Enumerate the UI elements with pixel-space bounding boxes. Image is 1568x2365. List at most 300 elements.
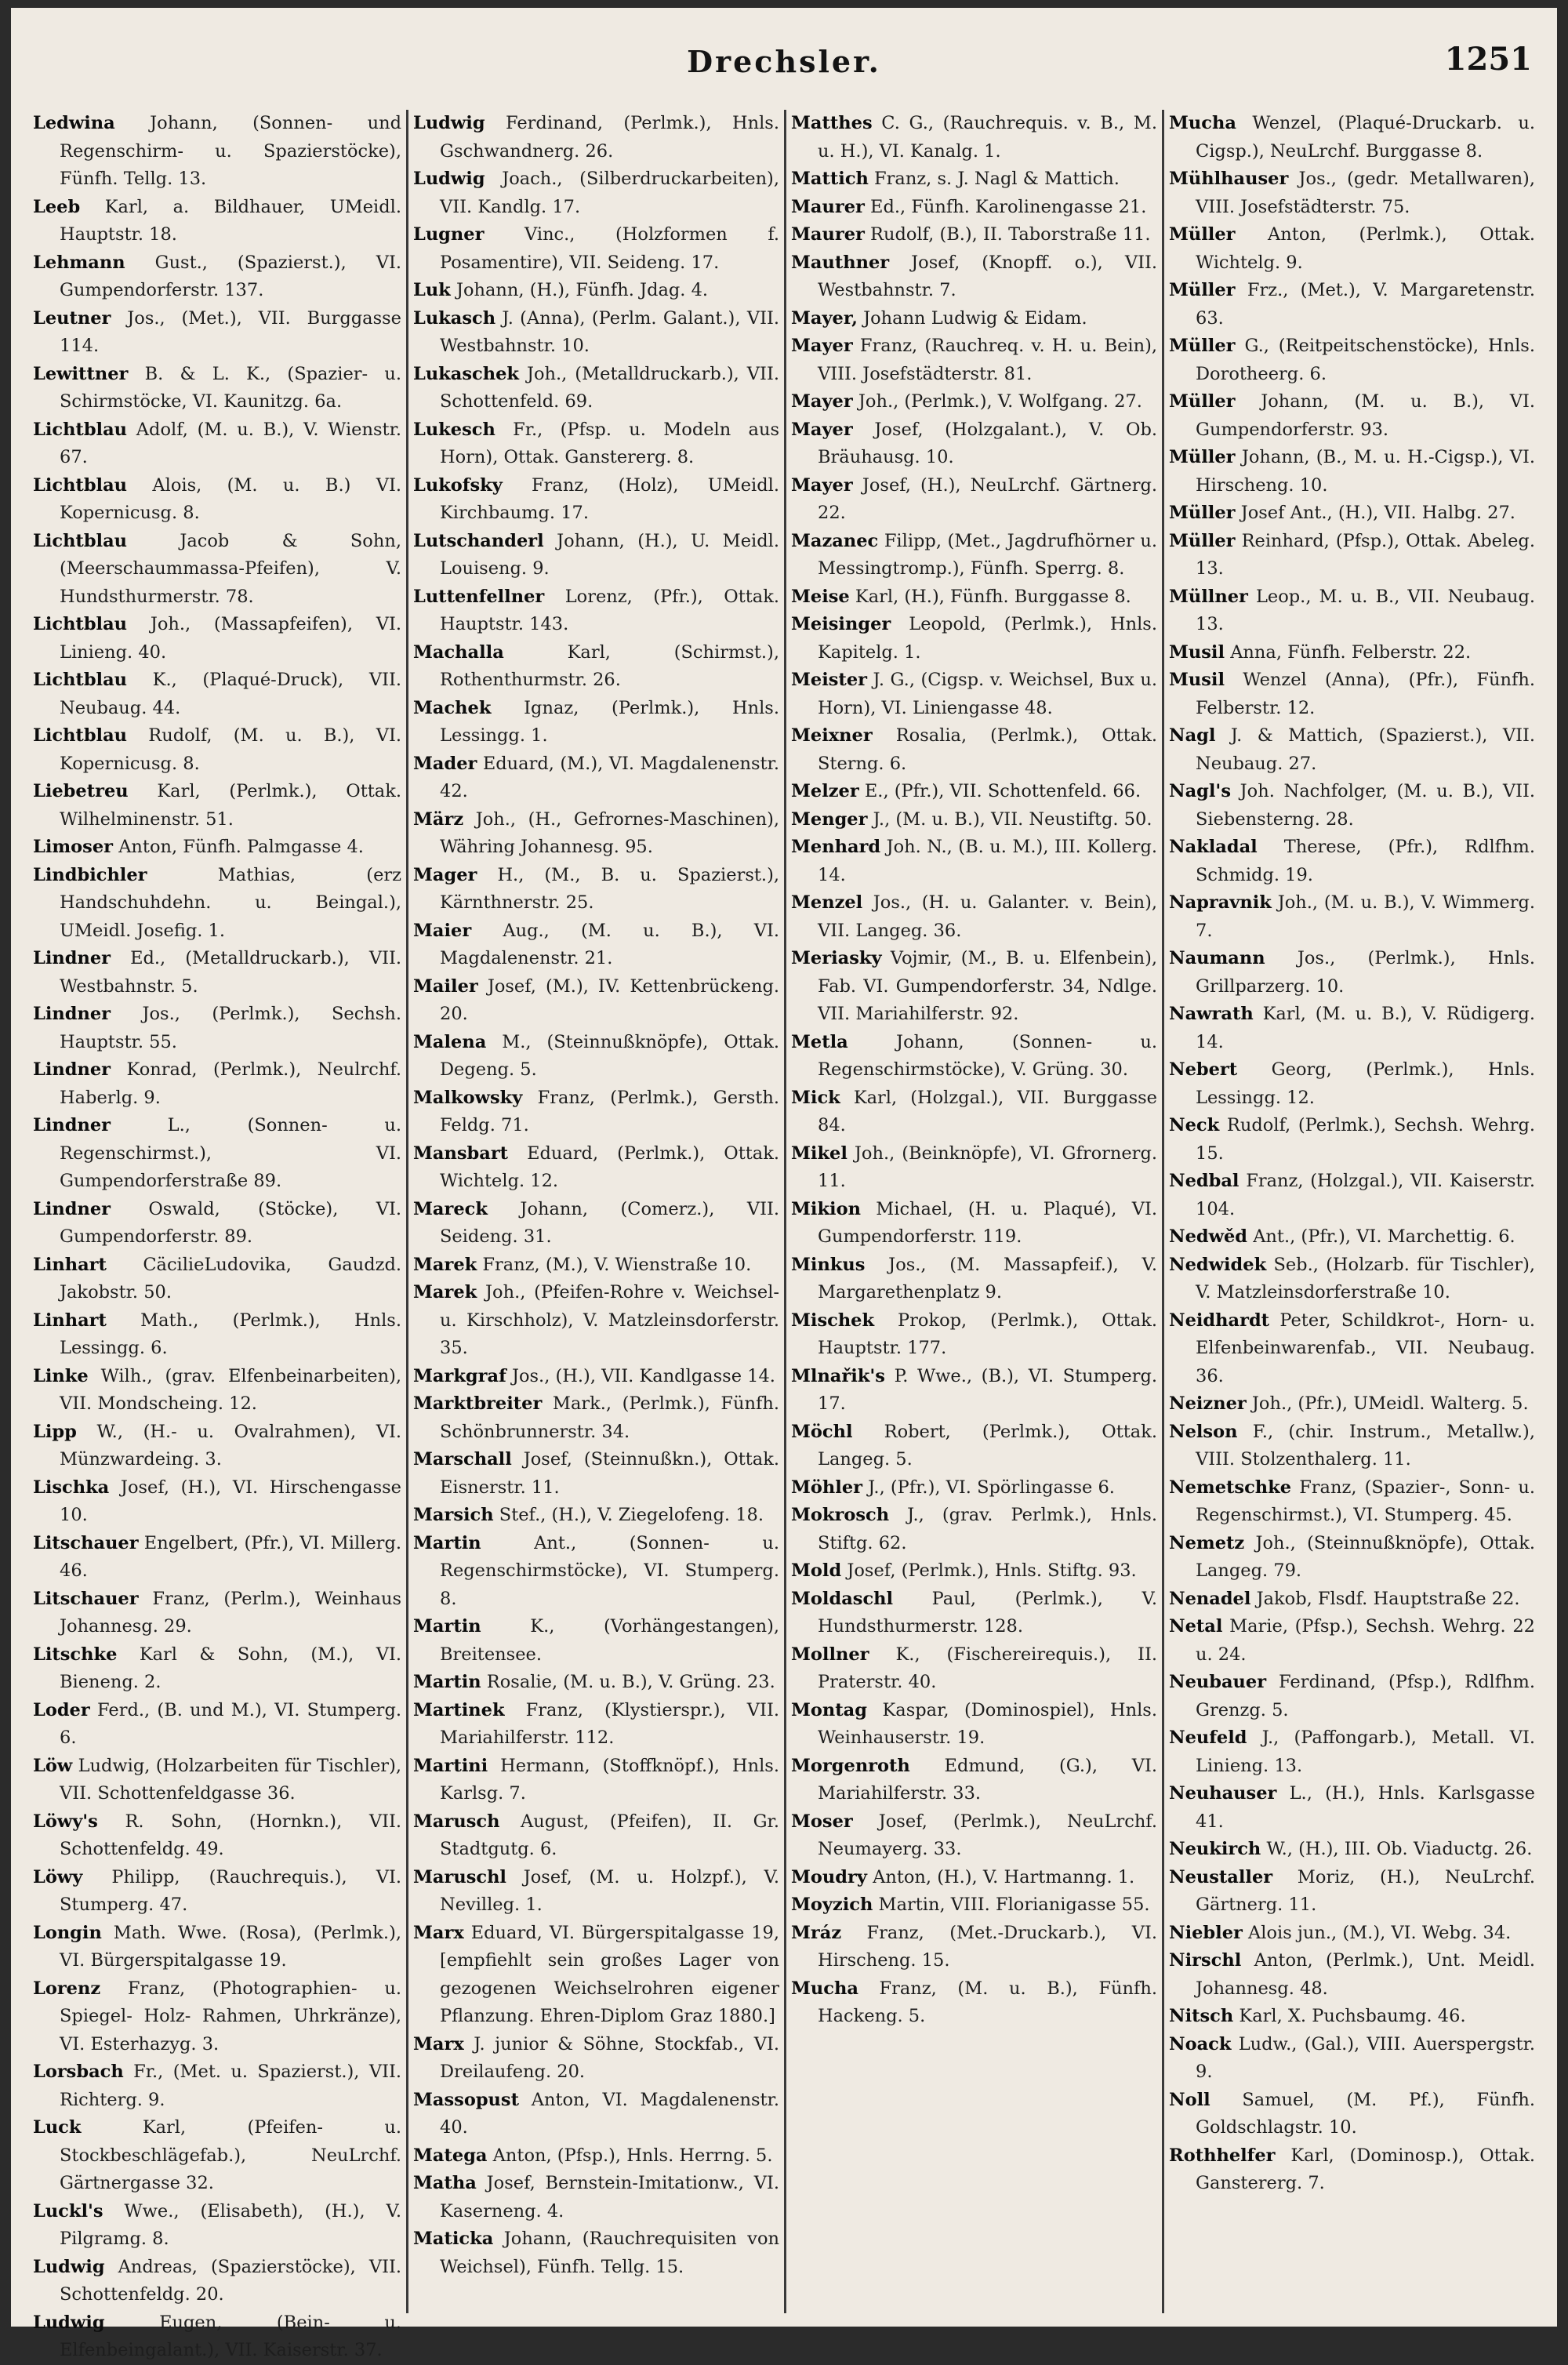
entry-details: Andreas, (Spazierstöcke), VII. Schottenfeldg. 20. [60,2256,401,2305]
entry-name: Marek [413,1254,477,1275]
directory-entry [791,1502,1157,1557]
directory-entry [791,388,1157,416]
directory-entry [791,1307,1157,1363]
entry-name: Mader [413,753,477,774]
entry-details: B. & L. K., (Spazier- u. Schirmstöcke, VI. Kaunitzg. 6a. [60,363,402,412]
entry-name: Napravnik [1169,892,1272,913]
directory-entry [791,611,1157,667]
entry-name: Leutner [33,307,111,329]
directory-entry [1169,834,1535,889]
directory-entry [1169,1864,1535,1920]
entry-details: M., (Steinnußknöpfe), Ottak. Degeng. 5. [440,1031,780,1080]
entry-details: Johann, (Rauchrequisiten von Weichsel), Fünfh. Tellg. 15. [440,2229,779,2277]
entry-name: Matha [413,2173,477,2193]
entry-name: Lichtblau [33,419,128,440]
directory-entry [1169,1613,1535,1669]
entry-details: J., (grav. Perlmk.), Hnls. Stiftg. 62. [818,1505,1157,1553]
directory-entry [33,1112,401,1196]
entry-name: Martin [413,1532,481,1553]
directory-entry [413,2225,779,2281]
entry-name: Marschall [413,1449,512,1469]
entry-details: L., (H.), Hnls. Karlsgasse 41. [1196,1783,1535,1832]
entry-name: Luttenfellner [413,586,545,607]
directory-entry [33,1196,401,1252]
entry-details: Jos., (Perlmk.), Hnls. Grillparzerg. 10. [1196,948,1535,997]
entry-name: Mayer [791,336,853,356]
directory-entry [1169,722,1535,778]
entry-details: Ignaz, (Perlmk.), Hnls. Lessingg. 1. [440,697,779,746]
entry-name: Ludwig [413,113,485,133]
entry-name: Lukesch [413,419,495,440]
entry-name: Marusch [413,1811,500,1832]
directory-entry [413,1279,779,1363]
directory-entry [33,528,401,612]
directory-entry [791,1864,1157,1892]
directory-entry [1169,639,1535,667]
entry-name: Litschauer [33,1588,139,1609]
entry-name: Nagl [1169,725,1216,746]
entry-details: Jakob, Flsdf. Hauptstraße 22. [1256,1588,1520,1609]
entry-name: Massopust [413,2089,519,2110]
entry-details: Franz, (Rauchreq. v. H. u. Bein), VIII. Josefstädterstr. 81. [818,336,1158,384]
entry-details: Marie, (Pfsp.), Sechsh. Wehrg. 22 u. 24. [1196,1616,1536,1665]
directory-entry [413,2087,779,2142]
entry-name: Mansbart [413,1143,509,1164]
entry-details: Joh., (M. u. B.), V. Wimmerg. 7. [1196,892,1535,941]
entry-details: J., (Paffongarb.), Metall. VI. Linieng. 13. [1196,1727,1535,1776]
entry-details: Fr., (Pfsp. u. Modeln aus Horn), Ottak. Ganstererg. 8. [440,419,779,467]
entry-name: Menzel [791,892,863,913]
entry-name: Mold [791,1560,842,1581]
directory-entry [791,249,1157,305]
directory-entry [791,194,1157,222]
entry-details: Eduard, (M.), VI. Magdalenenstr. 42. [440,753,779,801]
column-3 [784,110,1162,2313]
entry-details: Rudolf, (B.), II. Taborstraße 11. [870,224,1151,245]
entry-details: Wwe., (Elisabeth), (H.), V. Pilgramg. 8. [60,2200,401,2249]
entry-details: Ludwig, (Holzarbeiten für Tischler), VII. Schottenfeldgasse 36. [60,1755,401,1804]
entry-details: Seb., (Holzarb. für Tischler), V. Matzleinsdorferstraße 10. [1196,1254,1535,1302]
entry-details: K., (Plaqué-Druck), VII. Neubaug. 44. [60,670,401,718]
entry-details: Johann, (Sonnen- u. Regenschirmstöcke), V. Grüng. 30. [818,1031,1157,1080]
directory-entry [33,1920,401,1975]
entry-name: Nirschl [1169,1950,1242,1971]
column-2 [406,110,784,2313]
directory-entry [791,1975,1157,2031]
entry-details: Johann, (Comerz.), VII. Seideng. 31. [440,1198,779,1247]
entry-name: Lindner [33,1115,111,1135]
entry-details: Johann Ludwig & Eidam. [863,307,1087,329]
directory-entry [413,2170,779,2225]
directory-entry [1169,444,1535,500]
entry-details: Johann, (M. u. B.), VI. Gumpendorferstr. 93. [1196,391,1535,440]
directory-entry [1169,1724,1535,1780]
directory-entry [33,945,401,1001]
entry-name: Neubauer [1169,1672,1267,1692]
directory-entry [791,583,1157,612]
entry-name: Möhler [791,1477,862,1498]
directory-entry [413,277,779,305]
directory-entry [413,165,779,221]
directory-entry [791,1557,1157,1586]
entry-name: Müller [1169,391,1236,412]
directory-entry [33,1307,401,1363]
entry-name: Morgenroth [791,1755,910,1776]
directory-entry [33,1419,401,1474]
entry-name: Meister [791,670,867,690]
directory-entry [791,1363,1157,1419]
entry-details: Prokop, (Perlmk.), Ottak. Hauptstr. 177. [818,1310,1158,1358]
directory-entry [1169,1920,1535,1948]
directory-entry [33,2309,401,2365]
entry-name: Marx [413,1922,464,1943]
directory-entry [33,1530,401,1586]
entry-name: Niebler [1169,1922,1243,1943]
entry-details: Joh., (Perlmk.), V. Wolfgang. 27. [858,391,1142,412]
directory-entry [791,1641,1157,1697]
directory-entry [791,1252,1157,1307]
directory-entry [33,611,401,667]
entry-details: Ant., (Pfr.), VI. Marchettig. 6. [1253,1226,1515,1247]
page-header [28,28,1540,110]
entry-name: Mazanec [791,530,879,551]
entry-details: Anton, (Pfsp.), Hnls. Herrng. 5. [492,2145,773,2166]
entry-details: Aug., (M. u. B.), VI. Magdalenenstr. 21. [440,920,779,968]
entry-name: Maier [413,920,472,941]
entry-details: Moriz, (H.), NeuLrchf. Gärtnerg. 11. [1196,1866,1535,1915]
directory-entry [413,1252,779,1280]
directory-entry [791,165,1157,194]
entry-details: Eugen, (Bein- u. Elfenbeingalant.), VII. Kaiserstr. 37. [60,2312,401,2360]
directory-entry [33,1252,401,1307]
entry-details: Rudolf, (M. u. B.), VI. Kopernicusg. 8. [60,725,401,774]
entry-details: Vinc., (Holzformen f. Posamentire), VII. Seideng. 17. [440,224,780,273]
directory-entry [1169,778,1535,834]
entry-name: Lindner [33,948,111,968]
entry-details: Lorenz, (Pfr.), Ottak. Hauptstr. 143. [440,586,780,634]
entry-name: März [413,808,464,830]
entry-details: Ferdinand, (Perlmk.), Hnls. Gschwandnerg. 26. [440,113,779,162]
entry-details: K., (Vorhängestangen), Breitensee. [440,1616,780,1665]
entry-name: Nemetz [1169,1532,1245,1553]
entry-name: Marsich [413,1505,494,1525]
entry-details: Franz, (Photographien- u. Spiegel- Holz- Rahmen, Uhrkränze), VI. Esterhazyg. 3. [60,1978,402,2054]
entry-name: Marktbreiter [413,1393,543,1414]
directory-entry [791,1196,1157,1252]
page-title: Drechsler. [687,44,881,79]
entry-name: Neustaller [1169,1866,1273,1887]
entry-details: Joh. Nachfolger, (M. u. B.), VII. Siebensterng. 28. [1196,781,1536,830]
entry-details: Alois, (M. u. B.) VI. Kopernicusg. 8. [60,474,401,523]
entry-name: Rothhelfer [1169,2145,1276,2166]
entry-details: Joh., (Pfeifen-Rohre v. Weichsel- u. Kirschholz), V. Matzleinsdorferstr. 35. [440,1282,780,1358]
directory-entry [791,1140,1157,1196]
entry-name: Liebetreu [33,781,129,801]
entry-details: Philipp, (Rauchrequis.), VI. Stumperg. 47. [60,1866,401,1915]
entry-details: Josef, (Steinnußkn.), Ottak. Eisnerstr. 11. [440,1449,779,1498]
entry-name: Moyzich [791,1895,873,1915]
directory-entry [413,583,779,639]
entry-details: Jos., (Met.), VII. Burggasse 114. [60,307,401,356]
directory-entry [413,221,779,277]
entry-details: Karl, (H.), Fünfh. Burggasse 8. [855,586,1131,607]
entry-name: Matega [413,2145,488,2166]
directory-entry [1169,1530,1535,1586]
entry-details: Samuel, (M. Pf.), Fünfh. Goldschlagstr. 10. [1196,2089,1535,2138]
entry-name: Mick [791,1087,840,1108]
entry-details: August, (Pfeifen), II. Gr. Stadtgutg. 6. [440,1811,779,1859]
directory-entry [1169,1669,1535,1724]
entry-name: Lukasch [413,307,496,329]
directory-entry [33,834,401,862]
entry-name: Machek [413,697,492,718]
entry-name: Linhart [33,1310,107,1331]
entry-details: Johann, (H.), Fünfh. Jdag. 4. [456,280,709,300]
entry-details: J., (Pfr.), VI. Spörlingasse 6. [868,1477,1115,1498]
directory-entry [413,1669,779,1697]
entry-name: Marx [413,2033,464,2054]
directory-entry [1169,1168,1535,1223]
entry-details: Konrad, (Perlmk.), Neulrchf. Haberlg. 9. [60,1059,401,1108]
entry-name: Linhart [33,1254,107,1275]
entry-name: Lukofsky [413,474,503,496]
entry-name: Neidhardt [1169,1310,1270,1331]
entry-details: Karl & Sohn, (M.), VI. Bieneng. 2. [60,1644,401,1692]
directory-entry [1169,388,1535,444]
entry-name: Nemetschke [1169,1477,1292,1498]
entry-name: Mlnařik's [791,1365,885,1386]
directory-entry [791,110,1157,165]
directory-entry [1169,2003,1535,2031]
entry-details: Wilh., (grav. Elfenbeinarbeiten), VII. Mondscheing. 12. [60,1365,402,1414]
entry-details: J. & Mattich, (Spazierst.), VII. Neubaug. 27. [1196,725,1535,774]
directory-entry [413,750,779,806]
directory-entry [413,1613,779,1669]
directory-entry [1169,2142,1535,2198]
directory-entry [791,332,1157,388]
entry-name: Lichtblau [33,670,128,690]
entry-name: Metla [791,1031,848,1052]
directory-entry [791,1920,1157,1975]
entry-name: Noll [1169,2089,1210,2110]
entry-details: Math. Wwe. (Rosa), (Perlmk.), VI. Bürgerspitalgasse 19. [60,1922,401,1971]
directory-entry [33,1363,401,1419]
entry-name: Mikel [791,1143,848,1164]
entry-name: Maurer [791,224,865,245]
entry-name: Meriasky [791,948,882,968]
entry-name: Lindner [33,1004,111,1024]
entry-name: Montag [791,1699,867,1720]
directory-entry [413,1697,779,1753]
directory-entry [1169,2031,1535,2087]
entry-details: W., (H.), III. Ob. Viaductg. 26. [1266,1839,1533,1859]
entry-details: Filipp, (Met., Jagdrufhörner u. Messingtromp.), Fünfh. Sperrg. 8. [818,530,1158,579]
entry-name: Mucha [791,1978,858,1999]
directory-entry [1169,1056,1535,1112]
entry-name: Müllner [1169,586,1248,607]
entry-name: Nitsch [1169,2006,1234,2026]
entry-name: Minkus [791,1254,866,1275]
directory-entry [791,1029,1157,1084]
column-1 [28,110,406,2360]
entry-name: Martinek [413,1699,505,1720]
entry-name: Meixner [791,725,873,746]
entry-name: Neufeld [1169,1727,1247,1748]
directory-entry [413,416,779,472]
entry-name: Matthes [791,113,873,133]
entry-name: Malkowsky [413,1087,523,1108]
directory-entry [791,667,1157,722]
entry-details: Josef, (Holzgalant.), V. Ob. Bräuhausg. 10. [818,419,1157,467]
entry-details: Reinhard, (Pfsp.), Ottak. Abeleg. 13. [1196,530,1535,579]
entry-details: Eduard, (Perlmk.), Ottak. Wichtelg. 12. [440,1143,780,1191]
directory-entry [413,305,779,361]
directory-entry [413,1920,779,2031]
directory-entry [1169,1307,1535,1391]
entry-details: Ludw., (Gal.), VIII. Auerspergstr. 9. [1196,2033,1535,2082]
directory-entry [1169,332,1535,388]
entry-name: Marek [413,1282,477,1302]
entry-name: Menger [791,808,868,830]
entry-details: Johann, (Sonnen- und Regenschirm- u. Spazierstöcke), Fünfh. Tellg. 13. [60,113,401,189]
entry-details: Jacob & Sohn, (Meerschaummassa-Pfeifen), V. Hundsthurmerstr. 78. [60,530,401,607]
directory-entry [791,305,1157,333]
directory-entry [791,1753,1157,1808]
entry-details: Johann, (H.), U. Meidl. Louiseng. 9. [440,530,779,579]
directory-entry [1169,1223,1535,1252]
directory-entry [791,722,1157,778]
entry-name: Ludwig [33,2312,105,2333]
directory-entry [791,1474,1157,1502]
entry-name: Lutschanderl [413,530,544,551]
entry-name: Mokrosch [791,1505,890,1525]
entry-name: Mühlhauser [1169,169,1289,189]
entry-name: Luckl's [33,2200,103,2222]
directory-entry [1169,1780,1535,1836]
directory-entry [791,416,1157,472]
entry-details: Mathias, (erz Handschuhdehn. u. Beingal.), UMeidl. Josefig. 1. [60,864,402,941]
entry-name: Linke [33,1365,89,1386]
entry-details: Leopold, (Perlmk.), Hnls. Kapitelg. 1. [818,614,1158,663]
entry-details: Franz, (M. u. B.), Fünfh. Hackeng. 5. [818,1978,1157,2026]
entry-name: Möchl [791,1421,853,1442]
directory-entry [33,2114,401,2198]
entry-details: K., (Fischereirequis.), II. Praterstr. 40. [818,1644,1157,1692]
directory-entry [33,1808,401,1864]
entry-details: Ferdinand, (Pfsp.), Rdlfhm. Grenzg. 5. [1196,1672,1536,1720]
entry-name: Martin [413,1672,481,1692]
entry-details: Karl, (Pfeifen- u. Stockbeschlägefab.), NeuLrchf. Gärtnergasse 32. [60,2117,401,2193]
entry-name: Loder [33,1699,90,1720]
entry-details: Peter, Schildkrot-, Horn- u. Elfenbeinwarenfab., VII. Neubaug. 36. [1196,1310,1535,1386]
entry-name: Machalla [413,641,504,663]
entry-details: Josef, (M. u. Holzpf.), V. Nevilleg. 1. [440,1866,779,1915]
entry-name: Mareck [413,1198,488,1219]
entry-details: Franz, (Perlm.), Weinhaus Johannesg. 29. [60,1588,401,1637]
directory-entry [1169,1001,1535,1056]
entry-details: Johann, (B., M. u. H.-Cigsp.), VI. Hirscheng. 10. [1196,447,1536,496]
entry-name: Lorenz [33,1978,101,1999]
entry-details: Leop., M. u. B., VII. Neubaug. 13. [1196,586,1536,634]
entry-details: Jos., (H. u. Galanter. v. Bein), VII. Langeg. 36. [818,892,1157,941]
directory-entry [413,639,779,695]
entry-details: Robert, (Perlmk.), Ottak. Langeg. 5. [818,1421,1157,1469]
entry-details: Wenzel (Anna), (Pfr.), Fünfh. Felberstr. 12. [1196,670,1535,718]
entry-name: Lehmann [33,252,125,273]
entry-details: Anton, VI. Magdalenenstr. 40. [440,2089,779,2138]
entry-name: Nedwěd [1169,1226,1248,1247]
entry-details: Anna, Fünfh. Felberstr. 22. [1230,641,1472,663]
directory-entry [33,110,401,194]
entry-details: W., (H.- u. Ovalrahmen), VI. Münzwardeing. 3. [60,1421,401,1469]
column-4 [1162,110,1540,2313]
entry-name: Mucha [1169,113,1236,133]
entry-name: Markgraf [413,1365,506,1386]
entry-name: Meise [791,586,850,607]
entry-details: Rosalie, (M. u. B.), V. Grüng. 23. [486,1672,775,1692]
entry-details: G., (Reitpeitschenstöcke), Hnls. Dorotheerg. 6. [1196,336,1536,384]
directory-entry [1169,277,1535,332]
entry-details: Ed., Fünfh. Karolinengasse 21. [870,196,1147,217]
entry-name: Lorsbach [33,2062,124,2082]
entry-name: Müller [1169,336,1236,356]
directory-entry [33,2058,401,2114]
entry-details: Ant., (Sonnen- u. Regenschirmstöcke), VI. Stumperg. 8. [440,1532,779,1609]
entry-details: Karl, (Schirmst.), Rothenthurmstr. 26. [440,641,779,690]
entry-name: Mikion [791,1198,861,1219]
directory-entry [33,1056,401,1112]
entry-details: Franz, (Met.-Druckarb.), VI. Hirscheng. 15. [818,1922,1157,1971]
directory-entry [1169,1252,1535,1307]
entry-details: Jos., (Perlmk.), Sechsh. Hauptstr. 55. [60,1004,401,1052]
entry-name: Neck [1169,1115,1220,1135]
entry-name: Lewittner [33,363,129,384]
entry-name: Lipp [33,1421,77,1442]
directory-entry [791,1084,1157,1140]
entry-name: Lindner [33,1059,111,1080]
directory-entry [791,778,1157,806]
entry-details: Josef, (H.), VI. Hirschengasse 10. [60,1477,401,1525]
entry-name: Müller [1169,224,1236,245]
entry-details: Franz, (Spazier-, Sonn- u. Regenschirmst.), VI. Stumperg. 45. [1196,1477,1535,1525]
entry-details: Joh., (Steinnußknöpfe), Ottak. Langeg. 79. [1196,1532,1535,1581]
entry-details: Alois jun., (M.), VI. Webg. 34. [1248,1922,1512,1943]
entry-name: Müller [1169,503,1236,523]
directory-entry [413,695,779,750]
directory-entry [1169,500,1535,528]
entry-details: Joh., (H., Gefrornes-Maschinen), Währing Johannesg. 95. [440,808,780,857]
entry-details: Karl, (Perlmk.), Ottak. Wilhelminenstr. 51. [60,781,401,830]
entry-name: Litschauer [33,1532,139,1553]
entry-name: Lichtblau [33,474,128,496]
entry-details: Joh., (Pfr.), UMeidl. Walterg. 5. [1251,1393,1529,1414]
directory-entry [413,1390,779,1446]
entry-name: Lukaschek [413,363,519,384]
entry-details: Josef, (M.), IV. Kettenbrückeng. 20. [440,975,779,1024]
directory-entry [1169,1112,1535,1168]
directory-entry [413,1808,779,1864]
entry-name: Noack [1169,2033,1232,2054]
entry-details: F., (chir. Instrum., Metallw.), VIII. Stolzenthalerg. 11. [1196,1421,1535,1469]
entry-details: Franz, (Klystierspr.), VII. Mariahilferstr. 112. [440,1699,779,1748]
entry-details: Jos., (M. Massapfeif.), V. Margarethenplatz 9. [818,1254,1158,1302]
directory-entry [33,2254,401,2309]
directory-entry [33,194,401,249]
entry-name: Müller [1169,530,1236,551]
directory-entry [413,1502,779,1530]
directory-entry [33,472,401,528]
entry-details: Rudolf, (Perlmk.), Sechsh. Wehrg. 15. [1196,1115,1535,1164]
